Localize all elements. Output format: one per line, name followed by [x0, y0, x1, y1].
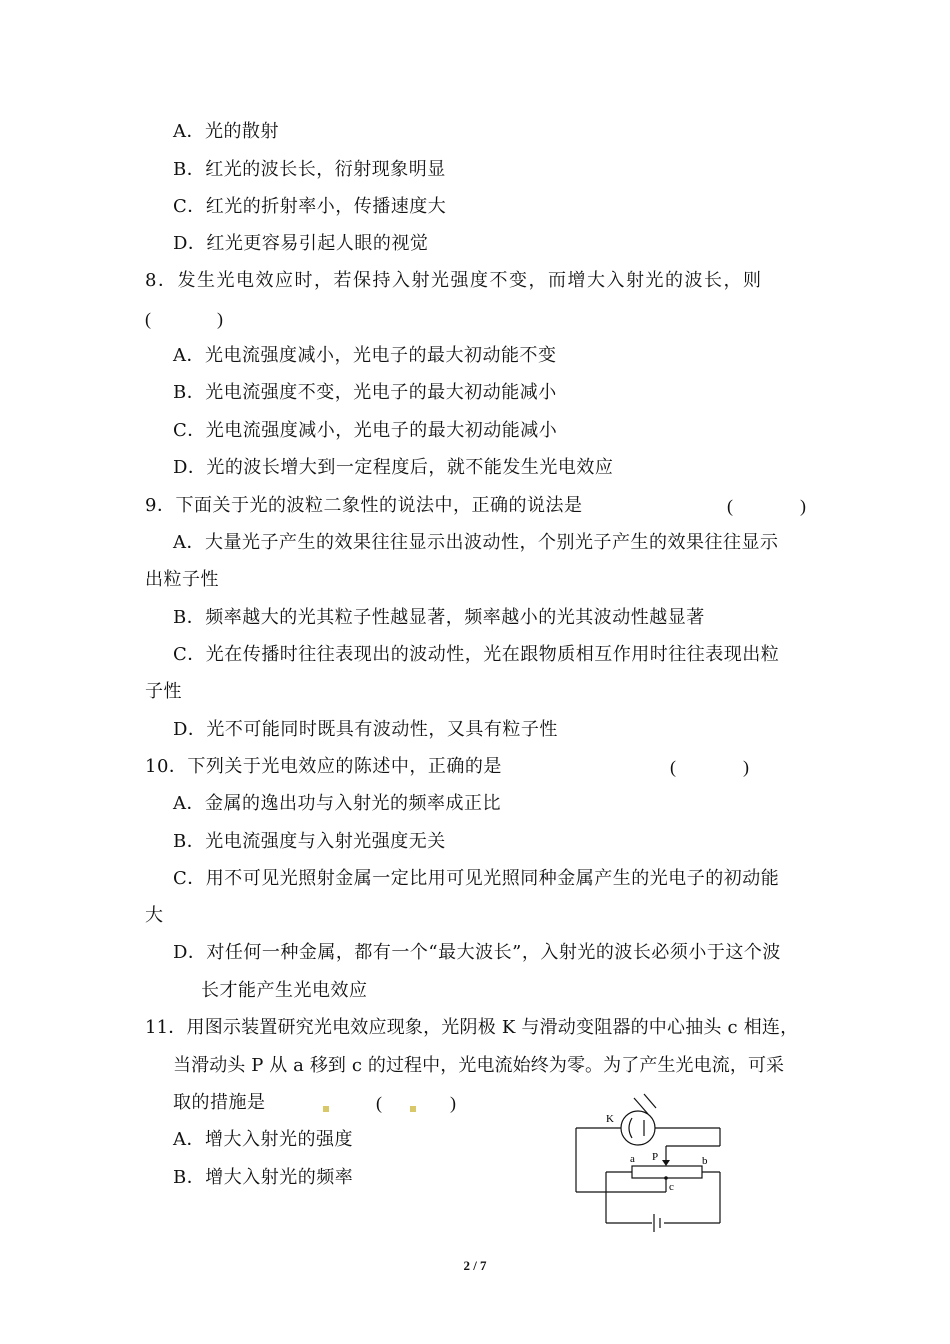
- highlight-mark: [410, 1106, 416, 1112]
- option-c-continued: 子性: [145, 681, 182, 702]
- option-b: B．光电流强度与入射光强度无关: [173, 831, 446, 852]
- slider-arrow-icon: [662, 1160, 670, 1166]
- answer-paren-close: ): [743, 757, 749, 777]
- option-a: A．光的散射: [173, 121, 279, 142]
- option-a: A．光电流强度减小，光电子的最大初动能不变: [173, 345, 557, 366]
- page-number: 2 / 7: [463, 1258, 487, 1273]
- label-a: a: [630, 1153, 635, 1165]
- option-a-continued: 出粒子性: [145, 569, 219, 590]
- answer-paren-open: (: [145, 309, 151, 329]
- option-b: B．光电流强度不变，光电子的最大初动能减小: [173, 382, 557, 403]
- question-10: 10．下列关于光电效应的陈述中，正确的是: [145, 756, 502, 777]
- label-b: b: [702, 1155, 708, 1167]
- answer-paren-close: ): [217, 309, 223, 329]
- question-8: 8．发生光电效应时，若保持入射光强度不变，而增大入射光的波长，则: [145, 270, 763, 291]
- option-c: C．光电流强度减小，光电子的最大初动能减小: [173, 420, 558, 441]
- option-d: D．红光更容易引起人眼的视觉: [173, 233, 429, 254]
- phototube-icon: [621, 1111, 655, 1145]
- option-d: D．对任何一种金属，都有一个“最大波长”，入射光的波长必须小于这个波: [173, 942, 781, 963]
- option-b: B．红光的波长长，衍射现象明显: [173, 159, 446, 180]
- label-p: P: [652, 1151, 659, 1163]
- question-11-line-2: 当滑动头 P 从 a 移到 c 的过程中，光电流始终为零。为了产生光电流，可采: [173, 1055, 785, 1076]
- option-c: C．光在传播时往往表现出的波动性，光在跟物质相互作用时往往表现出粒: [173, 644, 780, 665]
- option-b: B．增大入射光的频率: [173, 1167, 354, 1188]
- option-a: A．金属的逸出功与入射光的频率成正比: [173, 793, 501, 814]
- option-b: B．频率越大的光其粒子性越显著，频率越小的光其波动性越显著: [173, 607, 705, 628]
- rheostat-icon: [632, 1166, 702, 1178]
- option-d: D．光不可能同时既具有波动性，又具有粒子性: [173, 719, 558, 740]
- option-a: A．大量光子产生的效果往往显示出波动性，个别光子产生的效果往往显示: [173, 532, 779, 553]
- photoelectric-circuit-diagram: [560, 1080, 740, 1240]
- answer-paren-close: ): [800, 496, 806, 516]
- answer-paren-open: (: [670, 757, 676, 777]
- option-a: A．增大入射光的强度: [173, 1129, 353, 1150]
- answer-paren-open: (: [376, 1093, 382, 1113]
- light-ray-icon: [644, 1094, 656, 1108]
- option-c: C．用不可见光照射金属一定比用可见光照同种金属产生的光电子的初动能: [173, 868, 780, 889]
- label-k: K: [606, 1113, 614, 1125]
- answer-paren-open: (: [727, 496, 733, 516]
- question-11: 11．用图示装置研究光电效应现象，光阴极 K 与滑动变阻器的中心抽头 c 相连，: [145, 1017, 799, 1038]
- highlight-mark: [323, 1106, 329, 1112]
- question-11-line-3: 取的措施是: [173, 1092, 266, 1113]
- option-c: C．红光的折射率小，传播速度大: [173, 196, 447, 217]
- option-d-continued: 长才能产生光电效应: [201, 980, 368, 1001]
- label-c: c: [669, 1181, 674, 1193]
- question-9: 9．下面关于光的波粒二象性的说法中，正确的说法是: [145, 495, 583, 516]
- option-d: D．光的波长增大到一定程度后，就不能发生光电效应: [173, 457, 614, 478]
- option-c-continued: 大: [145, 905, 164, 926]
- answer-paren-close: ): [450, 1093, 456, 1113]
- cathode-icon: [629, 1118, 632, 1138]
